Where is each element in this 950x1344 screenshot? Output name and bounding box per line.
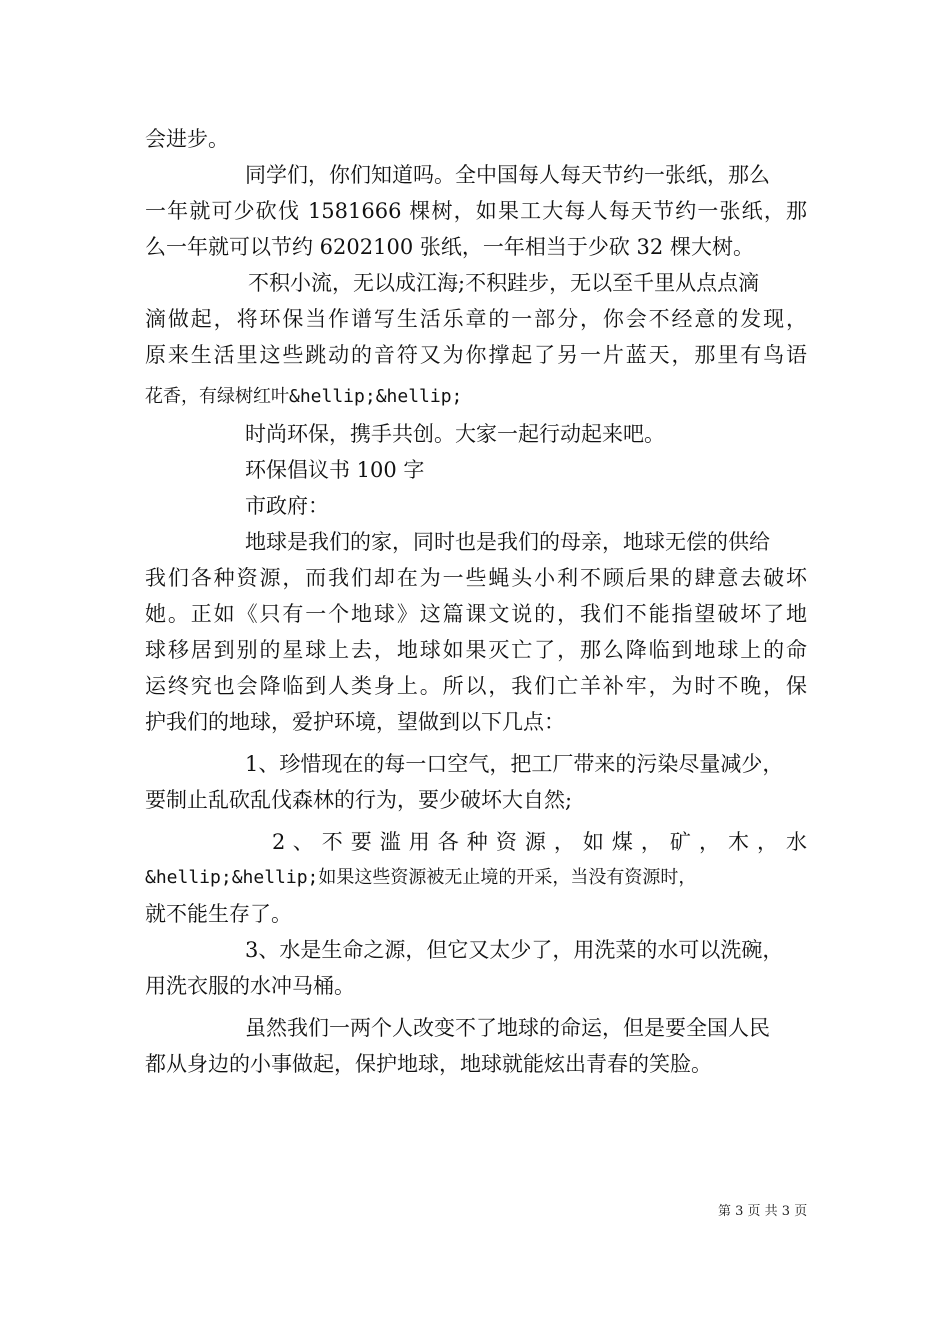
paragraph-line: 地球是我们的家，同时也是我们的母亲，地球无偿的供给 bbox=[245, 530, 770, 554]
paragraph-line: 虽然我们一两个人改变不了地球的命运，但是要全国人民 bbox=[245, 1016, 770, 1040]
section-title: 环保倡议书 100 字 bbox=[245, 458, 425, 482]
paragraph-line: 护我们的地球，爱护环境，望做到以下几点： bbox=[145, 710, 565, 734]
paragraph-line: 么一年就可以节约 6202100 张纸，一年相当于少砍 32 棵大树。 bbox=[145, 235, 754, 259]
paragraph-line: 她。正如《只有一个地球》这篇课文说的，我们不能指望破坏了地 bbox=[145, 602, 807, 626]
paragraph-line: 不积小流，无以成江海;不积跬步，无以至千里从点点滴 bbox=[248, 271, 760, 295]
page-number: 第 3 页 共 3 页 bbox=[718, 1204, 808, 1219]
list-item-line: 要制止乱砍乱伐森林的行为，要少破坏大自然; bbox=[145, 788, 573, 812]
list-item-line: 就不能生存了。 bbox=[145, 902, 292, 926]
paragraph-line: 一年就可少砍伐 1581666 棵树，如果工大每人每天节约一张纸，那 bbox=[145, 199, 807, 223]
list-item-line: 1、珍惜现在的每一口空气，把工厂带来的污染尽量减少， bbox=[245, 752, 784, 776]
paragraph-line: 运终究也会降临到人类身上。所以，我们亡羊补牢，为时不晚，保 bbox=[145, 674, 807, 698]
paragraph-line: 球移居到别的星球上去，地球如果灭亡了，那么降临到地球上的命 bbox=[145, 638, 807, 662]
salutation: 市政府： bbox=[245, 494, 329, 518]
paragraph-line: 都从身边的小事做起，保护地球，地球就能炫出青春的笑脸。 bbox=[145, 1052, 712, 1076]
paragraph-line: 我们各种资源，而我们却在为一些蝇头小利不顾后果的肆意去破坏 bbox=[145, 566, 807, 590]
paragraph-line: 滴做起，将环保当作谱写生活乐章的一部分，你会不经意的发现， bbox=[145, 307, 807, 331]
paragraph-line: 会进步。 bbox=[145, 127, 229, 151]
list-item-line: 用洗衣服的水冲马桶。 bbox=[145, 974, 355, 998]
paragraph-line: 原来生活里这些跳动的音符又为你撑起了另一片蓝天，那里有鸟语 bbox=[145, 343, 807, 367]
list-item-line: &hellip;&hellip;如果这些资源被无止境的开采，当没有资源时， bbox=[145, 867, 697, 888]
list-item-line: 3、水是生命之源，但它又太少了，用洗菜的水可以洗碗， bbox=[245, 938, 784, 962]
paragraph-line: 同学们，你们知道吗。全中国每人每天节约一张纸，那么 bbox=[245, 163, 770, 187]
paragraph-line: 时尚环保，携手共创。大家一起行动起来吧。 bbox=[245, 422, 665, 446]
list-item-line: 2 、 不 要 滥 用 各 种 资 源 ， 如 煤 ， 矿 ， 木 ， 水 bbox=[272, 830, 807, 854]
paragraph-line: 花香，有绿树红叶&hellip;&hellip; bbox=[145, 386, 463, 407]
